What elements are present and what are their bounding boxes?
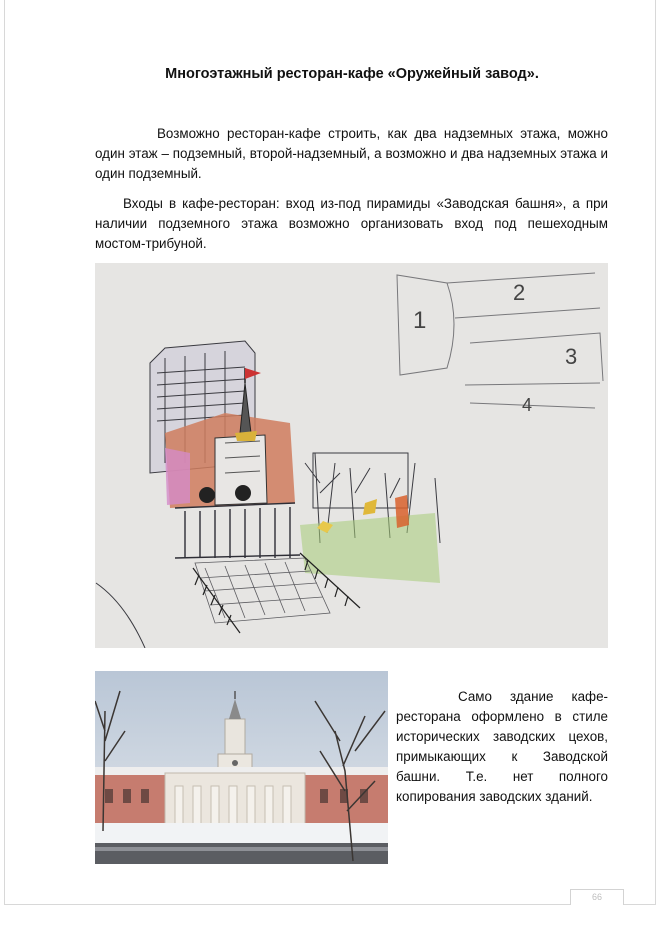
zone-label-4: 4 <box>522 395 533 415</box>
building-description-text: Само здание кафе-ресторана оформлено в стиле исторических заводских цехов, примыкающих к Заводской башни. Т.е. нет полного копирования заводских зданий. <box>396 689 608 804</box>
zone-label-1: 1 <box>413 307 427 334</box>
zone-label-3: 3 <box>565 344 578 369</box>
restaurant-sketch-image <box>95 263 608 648</box>
paragraph-1: Возможно ресторан-кафе строить, как два надземных этажа, можно один этаж – подземный, второй-надземный, а возможно и два надземных этажа и один подземный. <box>95 126 608 181</box>
page-number: 66 <box>570 889 624 905</box>
paragraph-2: Входы в кафе-ресторан: вход из-под пирамиды «Заводская башня», а при наличии подземного этажа возможно организовать вход под пешеходным мостом-трибуной. <box>95 196 608 251</box>
zone-label-2: 2 <box>513 280 526 305</box>
factory-tower-photo <box>95 671 388 864</box>
page-title: Многоэтажный ресторан-кафе «Оружейный завод». <box>165 66 539 82</box>
